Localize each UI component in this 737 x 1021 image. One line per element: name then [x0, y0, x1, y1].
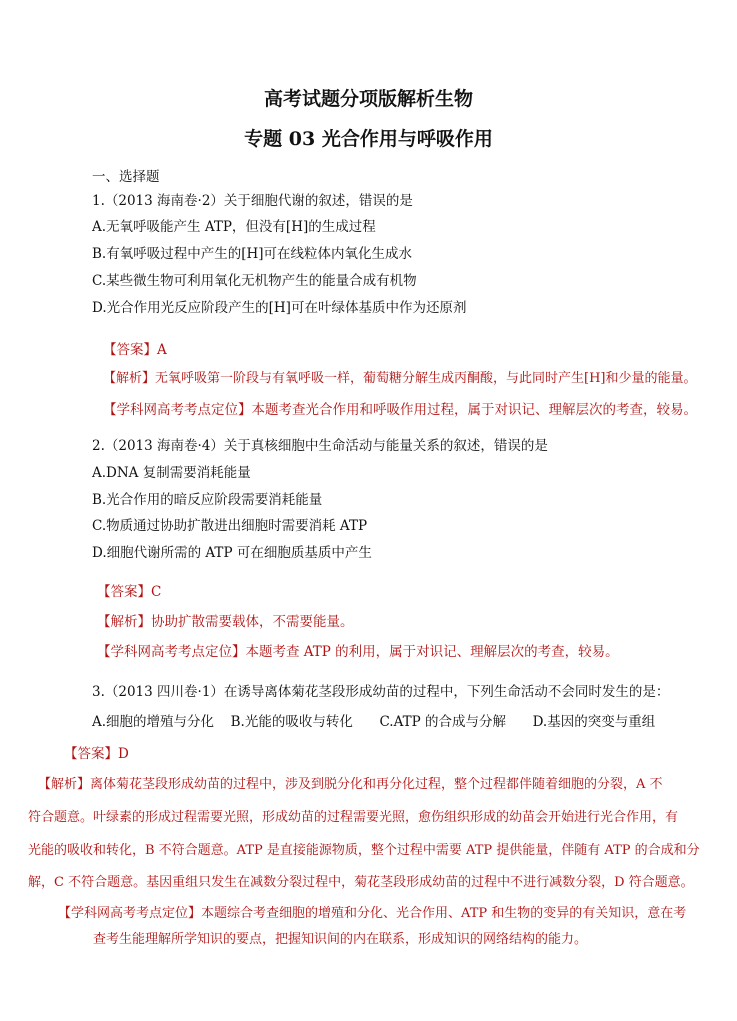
- q2-option-c: C.物质通过协助扩散进出细胞时需要消耗 ATP: [92, 518, 368, 534]
- q1-option-a: A.无氧呼吸能产生 ATP，但没有[H]的生成过程: [92, 219, 376, 235]
- q1-option-d: D.光合作用光反应阶段产生的[H]可在叶绿体基质中作为还原剂: [92, 300, 467, 316]
- q1-point-text: 本题考查光合作用和呼吸作用过程，属于对识记、理解层次的考查，较易。: [251, 402, 697, 418]
- q2-analysis-text: 协助扩散需要载体，不需要能量。: [151, 614, 354, 630]
- q1-analysis-text: 无氧呼吸第一阶段与有氧呼吸一样，葡萄糖分解生成丙酮酸，与此同时产生[H]和少量的能量。: [155, 371, 697, 386]
- q1-answer: [103, 338, 167, 358]
- q1-analysis-label: 【解析】: [103, 371, 156, 386]
- q2-option-b: B.光合作用的暗反应阶段需要消耗能量: [92, 492, 323, 508]
- q3-answer-label: 【答案】: [64, 746, 118, 762]
- q3-analysis-line-1: [38, 773, 663, 792]
- q3-point-text-1: 本题综合考查细胞的增殖和分化、光合作用、ATP 和生物的变异的有关知识，意在考: [201, 906, 687, 921]
- q2-answer: [97, 580, 161, 600]
- q1-point: [103, 398, 697, 418]
- page-subtitle: 专题 03 光合作用与呼吸作用: [244, 128, 493, 150]
- q2-answer-value: C: [151, 584, 162, 600]
- q1-option-b: B.有氧呼吸过程中产生的[H]可在线粒体内氧化生成水: [92, 246, 413, 262]
- q2-analysis-label: 【解析】: [97, 614, 151, 630]
- page-title: 高考试题分项版解析生物: [263, 88, 473, 110]
- q2-point-text: 本题考查 ATP 的利用，属于对识记、理解层次的考查，较易。: [245, 644, 619, 660]
- q2-point: [97, 640, 619, 660]
- q3-option-a: A.细胞的增殖与分化: [92, 714, 215, 730]
- q1-answer-value: A: [157, 342, 167, 358]
- q3-point-label: 【学科网高考考点定位】: [58, 906, 202, 921]
- q3-analysis-label: 【解析】: [38, 777, 91, 792]
- q3-analysis-line-4: 解，C 不符合题意。基因重组只发生在减数分裂过程中，菊花茎段形成幼苗的过程中不进行减数分裂，D 符合题意。: [28, 875, 694, 890]
- q2-answer-label: 【答案】: [97, 584, 151, 600]
- q3-answer-value: D: [118, 746, 129, 762]
- q2-stem: 2.（2013 海南卷·4）关于真核细胞中生命活动与能量关系的叙述，错误的是: [92, 438, 548, 454]
- q3-option-b: B.光能的吸收与转化: [230, 714, 353, 730]
- q3-analysis-text-1: 离体菊花茎段形成幼苗的过程中，涉及到脱分化和再分化过程，整个过程都伴随着细胞的分裂，A 不: [90, 777, 663, 792]
- q3-point-line-2: 查考生能理解所学知识的要点，把握知识间的内在联系，形成知识的网络结构的能力。: [93, 932, 588, 947]
- q3-option-d: D.基因的突变与重组: [532, 714, 656, 730]
- q1-stem: 1.（2013 海南卷·2）关于细胞代谢的叙述，错误的是: [92, 193, 413, 209]
- q3-options-row: [92, 710, 655, 730]
- q2-option-a: A.DNA 复制需要消耗能量: [92, 465, 251, 481]
- q2-point-label: 【学科网高考考点定位】: [97, 644, 246, 660]
- q1-point-label: 【学科网高考考点定位】: [103, 402, 252, 418]
- q3-answer: [64, 742, 129, 762]
- q1-analysis: [103, 367, 697, 386]
- q3-stem: 3.（2013 四川卷·1）在诱导离体菊花茎段形成幼苗的过程中，下列生命活动不会同时发生的是：: [92, 684, 670, 700]
- q1-answer-label: 【答案】: [103, 342, 157, 358]
- section-heading: 一、选择题: [92, 169, 160, 185]
- q2-option-d: D.细胞代谢所需的 ATP 可在细胞质基质中产生: [92, 545, 372, 561]
- q1-option-c: C.某些微生物可利用氧化无机物产生的能量合成有机物: [92, 273, 417, 289]
- q3-analysis-line-2: 符合题意。叶绿素的形成过程需要光照，形成幼苗的过程需要光照，愈伤组织形成的幼苗会开始进行光合作用，有: [28, 810, 679, 825]
- q3-analysis-line-3: 光能的吸收和转化，B 不符合题意。ATP 是直接能源物质，整个过程中需要 ATP 提供能量，伴随有 ATP 的合成和分: [28, 843, 700, 858]
- q2-analysis: [97, 610, 354, 630]
- q3-option-c: C.ATP 的合成与分解: [379, 714, 506, 730]
- q3-point-line-1: [58, 902, 686, 921]
